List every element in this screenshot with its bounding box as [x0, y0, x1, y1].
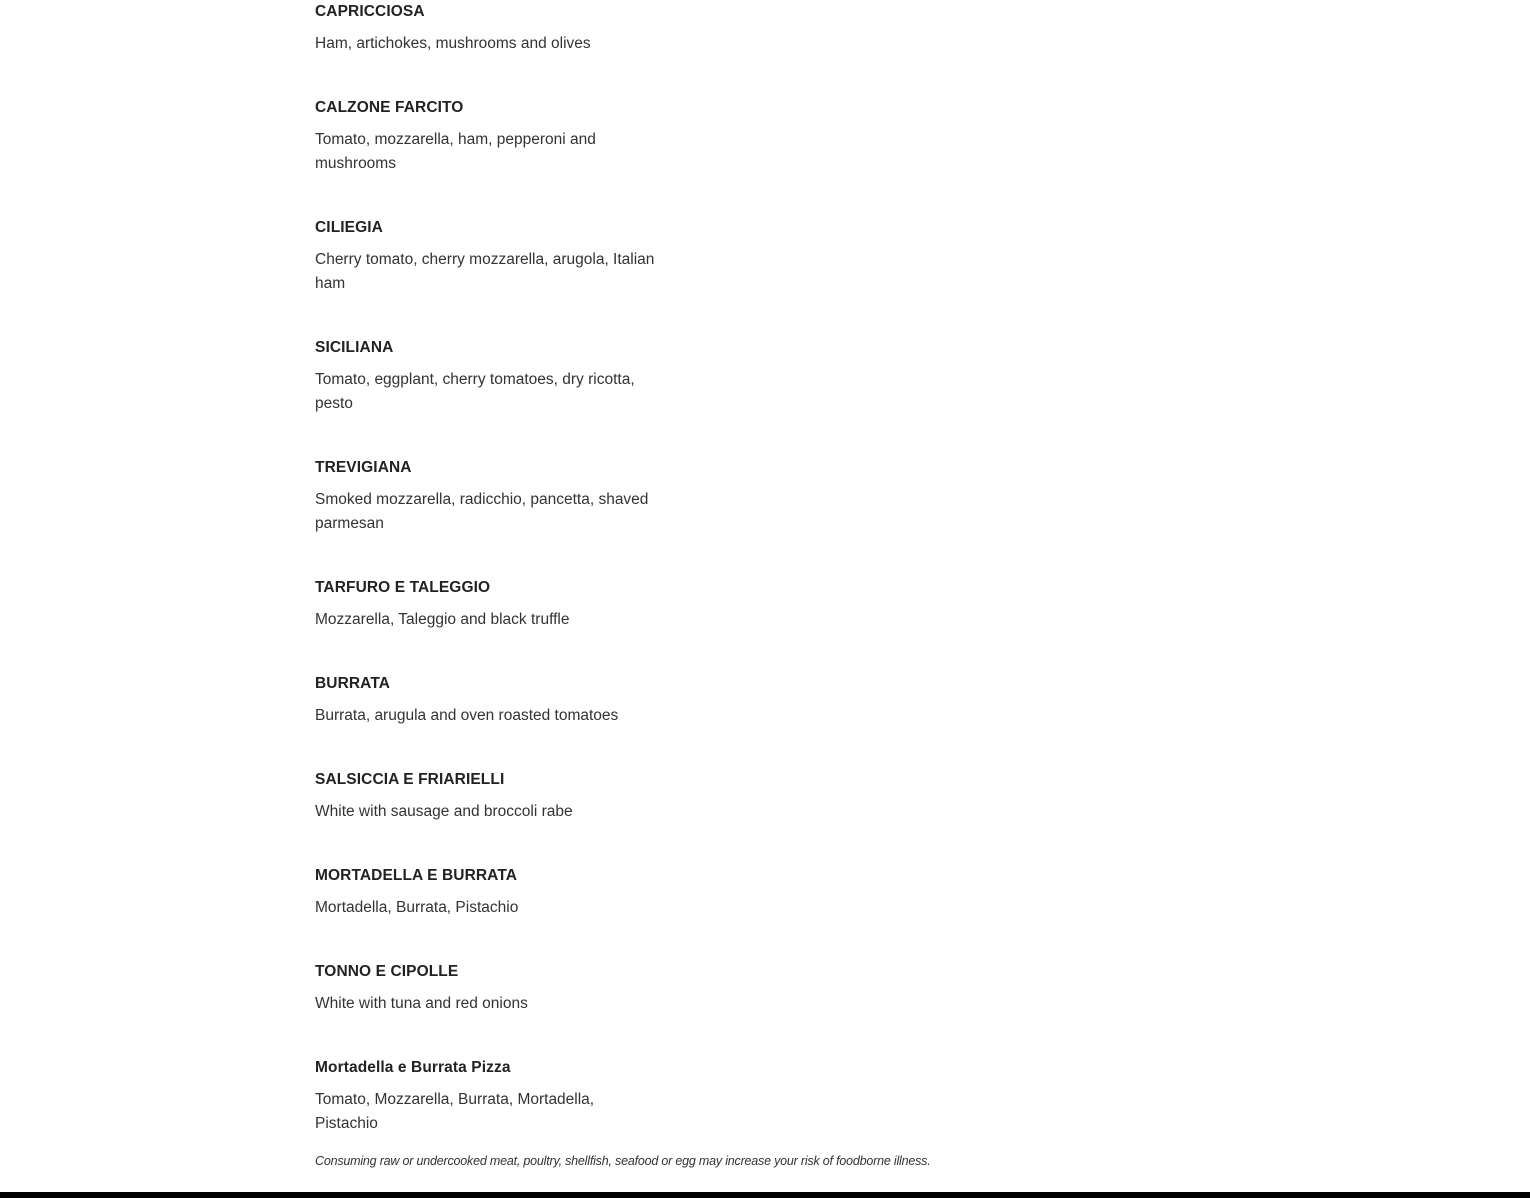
menu-item-description: Mozzarella, Taleggio and black truffle	[315, 611, 570, 628]
menu-item-name: SICILIANA	[315, 339, 394, 356]
menu-item-description: Cherry tomato, cherry mozzarella, arugola, Italian ham	[315, 251, 655, 292]
menu-item-name: CALZONE FARCITO	[315, 99, 464, 116]
menu-item	[315, 768, 1015, 864]
menu-item	[315, 96, 1015, 216]
menu-item-name: CAPRICCIOSA	[315, 3, 425, 20]
menu-item-description: Burrata, arugula and oven roasted tomatoes	[315, 707, 619, 724]
menu-item-description: Tomato, mozzarella, ham, pepperoni and mushrooms	[315, 131, 596, 172]
menu-item-name: SALSICCIA E FRIARIELLI	[315, 771, 505, 788]
menu-item-description: Mortadella, Burrata, Pistachio	[315, 899, 519, 916]
menu-list	[315, 0, 1015, 1152]
menu-item-name: BURRATA	[315, 675, 391, 692]
menu-item	[315, 456, 1015, 576]
menu-item-name: TONNO E CIPOLLE	[315, 963, 459, 980]
menu-item-description: White with sausage and broccoli rabe	[315, 803, 573, 820]
menu-item	[315, 216, 1015, 336]
menu-item-name: TREVIGIANA	[315, 459, 412, 476]
foodborne-illness-disclaimer: Consuming raw or undercooked meat, poultry, shellfish, seafood or egg may increase your risk of foodborne illness.	[315, 1154, 931, 1168]
menu-item	[315, 336, 1015, 456]
menu-item	[315, 864, 1015, 960]
footer-bar	[0, 1192, 1530, 1198]
menu-item	[315, 0, 1015, 96]
menu-item-name: TARFURO E TALEGGIO	[315, 579, 491, 596]
menu-item	[315, 960, 1015, 1056]
menu-item-description: Smoked mozzarella, radicchio, pancetta, shaved parmesan	[315, 491, 649, 532]
menu-item-description: White with tuna and red onions	[315, 995, 528, 1012]
menu-item	[315, 1056, 1015, 1152]
menu-item-description: Tomato, eggplant, cherry tomatoes, dry ricotta, pesto	[315, 371, 635, 412]
menu-item-name: Mortadella e Burrata Pizza	[315, 1059, 511, 1076]
menu-item-name: CILIEGIA	[315, 219, 383, 236]
menu-item-name: MORTADELLA E BURRATA	[315, 867, 518, 884]
menu-item-description: Ham, artichokes, mushrooms and olives	[315, 35, 591, 52]
menu-item	[315, 672, 1015, 768]
menu-item	[315, 576, 1015, 672]
menu-item-description: Tomato, Mozzarella, Burrata, Mortadella, Pistachio	[315, 1091, 595, 1132]
